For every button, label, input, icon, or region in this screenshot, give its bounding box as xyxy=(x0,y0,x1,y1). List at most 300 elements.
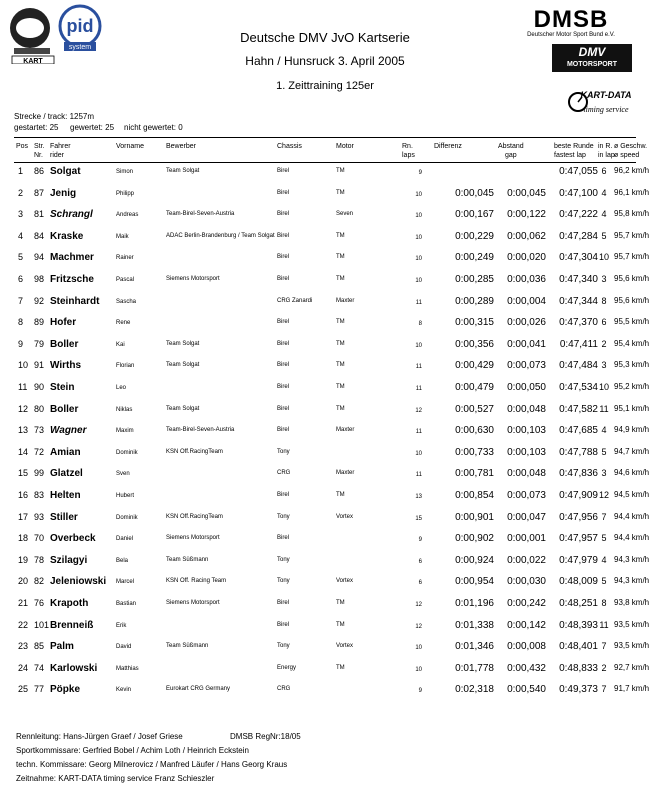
row-position: 21 xyxy=(18,598,29,608)
row-rider-name: Kraske xyxy=(50,230,84,242)
col-rider: Fahrer rider xyxy=(50,143,71,159)
row-difference: 0:01,346 xyxy=(455,641,494,653)
row-position: 3 xyxy=(18,209,24,220)
row-rider-name: Stein xyxy=(50,382,75,393)
table-row xyxy=(0,272,650,293)
row-laps: 10 xyxy=(415,645,422,652)
row-motor: Maxter xyxy=(336,470,355,477)
row-speed: 94,5 km/h xyxy=(614,490,650,499)
row-gap: 0:00,008 xyxy=(507,641,546,653)
row-in-lap: 7 xyxy=(601,684,607,695)
row-rider-name: Machmer xyxy=(50,252,94,264)
row-gap: 0:00,103 xyxy=(507,446,546,458)
svg-text:KART-DATA: KART-DATA xyxy=(580,90,632,100)
row-laps: 11 xyxy=(415,364,422,371)
row-start-number: 70 xyxy=(34,533,45,544)
row-difference: 0:00,045 xyxy=(455,187,494,199)
row-position: 20 xyxy=(18,576,29,587)
row-motor: Vortex xyxy=(336,578,354,585)
track-length: Strecke / track: 1257m xyxy=(14,112,95,121)
row-in-lap: 2 xyxy=(601,662,607,673)
row-start-number: 78 xyxy=(34,554,45,565)
table-row xyxy=(0,380,650,401)
row-first-name: David xyxy=(116,644,132,651)
row-rider-name: Helten xyxy=(50,490,81,501)
pid-text: pid xyxy=(66,16,94,36)
row-motor: TM xyxy=(336,664,345,671)
table-row xyxy=(0,466,650,487)
row-team: Siemens Motorsport xyxy=(166,600,220,606)
row-first-name: Dominik xyxy=(116,514,138,521)
row-laps: 6 xyxy=(418,558,422,565)
row-motor: TM xyxy=(336,492,345,498)
row-difference: 0:00,167 xyxy=(455,209,494,221)
row-chassis: Birel xyxy=(277,600,290,606)
row-start-number: 94 xyxy=(34,252,45,263)
row-start-number: 93 xyxy=(34,511,45,522)
row-laps: 11 xyxy=(415,386,422,392)
col-pos: Pos xyxy=(16,143,29,150)
row-gap: 0:00,036 xyxy=(507,274,546,285)
row-laps: 12 xyxy=(415,407,422,414)
row-gap: 0:00,048 xyxy=(507,403,546,415)
row-gap: 0:00,242 xyxy=(507,598,546,609)
row-position: 17 xyxy=(18,511,29,522)
row-gap: 0:00,122 xyxy=(507,209,546,221)
row-speed: 95,5 km/h xyxy=(614,317,650,327)
row-motor: TM xyxy=(336,405,345,412)
row-motor: TM xyxy=(336,168,345,174)
col-motor: Motor xyxy=(336,143,354,150)
col-chassis: Chassis xyxy=(277,143,302,150)
row-best-lap: 0:49,373 xyxy=(559,684,598,696)
row-position: 22 xyxy=(18,619,29,630)
row-team: Team Solgat xyxy=(166,168,200,174)
col-gap: Abstand gap xyxy=(498,143,524,159)
row-best-lap: 0:48,833 xyxy=(559,662,598,674)
row-first-name: Sascha xyxy=(116,298,137,305)
row-best-lap: 0:47,222 xyxy=(559,209,598,221)
row-motor: Seven xyxy=(336,211,354,218)
row-rider-name: Solgat xyxy=(50,166,81,177)
not-classified-count: nicht gewertet: 0 xyxy=(124,123,183,132)
row-gap: 0:00,026 xyxy=(507,317,546,329)
row-rider-name: Krapoth xyxy=(50,598,89,609)
row-gap: 0:00,001 xyxy=(507,533,546,545)
row-motor: TM xyxy=(336,189,345,196)
row-speed: 94,7 km/h xyxy=(614,446,650,456)
row-laps: 9 xyxy=(418,537,422,544)
row-rider-name: Brenneiß xyxy=(50,619,94,631)
row-in-lap: 11 xyxy=(599,403,609,414)
table-row xyxy=(0,358,650,379)
row-position: 2 xyxy=(18,187,24,198)
row-first-name: Bastian xyxy=(116,601,137,607)
row-in-lap: 5 xyxy=(601,230,607,241)
row-gap: 0:00,073 xyxy=(507,360,546,372)
row-start-number: 82 xyxy=(34,576,45,587)
row-best-lap: 0:47,370 xyxy=(559,317,598,329)
row-rider-name: Boller xyxy=(50,403,79,415)
row-gap: 0:00,047 xyxy=(507,511,546,523)
row-start-number: 83 xyxy=(34,490,45,500)
row-best-lap: 0:47,100 xyxy=(559,187,598,199)
col-nr: Str. Nr. xyxy=(34,143,45,159)
row-rider-name: Amian xyxy=(50,446,81,458)
row-rider-name: Schrangl xyxy=(50,209,93,221)
row-difference: 0:00,781 xyxy=(455,468,494,480)
row-in-lap: 10 xyxy=(598,252,609,263)
row-position: 14 xyxy=(18,446,29,457)
row-team: KSN Off. Racing Team xyxy=(166,578,227,585)
row-motor: TM xyxy=(336,319,345,326)
row-in-lap: 12 xyxy=(598,490,609,500)
row-motor: TM xyxy=(336,384,345,390)
row-rider-name: Wagner xyxy=(50,425,87,437)
row-best-lap: 0:47,685 xyxy=(559,425,598,437)
row-team: Team Solgat xyxy=(166,405,200,412)
row-chassis: Birel xyxy=(277,535,290,542)
row-difference: 0:00,527 xyxy=(455,403,494,415)
row-speed: 91,7 km/h xyxy=(614,684,650,694)
row-in-lap: 6 xyxy=(601,166,607,176)
row-in-lap: 4 xyxy=(601,187,607,198)
row-laps: 10 xyxy=(415,234,422,241)
row-chassis: Birel xyxy=(277,319,290,326)
row-first-name: Rainer xyxy=(116,255,134,262)
event-venue-date: Hahn / Hunsruck 3. April 2005 xyxy=(245,54,405,68)
dmsb-reg-number: DMSB RegNr:18/05 xyxy=(230,732,301,741)
row-start-number: 87 xyxy=(34,187,45,198)
row-gap: 0:00,020 xyxy=(507,252,546,264)
row-gap: 0:00,048 xyxy=(507,468,546,480)
row-gap: 0:00,073 xyxy=(507,490,546,501)
row-in-lap: 3 xyxy=(601,468,607,479)
row-first-name: Erik xyxy=(116,622,127,629)
row-gap: 0:00,540 xyxy=(507,684,546,696)
row-gap: 0:00,045 xyxy=(507,187,546,199)
row-gap: 0:00,142 xyxy=(507,619,546,631)
row-first-name: Matthias xyxy=(116,665,139,672)
row-position: 4 xyxy=(18,230,24,241)
row-chassis: Tony xyxy=(277,578,290,585)
row-in-lap: 5 xyxy=(601,446,607,457)
row-in-lap: 3 xyxy=(601,360,607,371)
row-chassis: Birel xyxy=(277,405,290,412)
row-difference: 0:00,901 xyxy=(455,511,494,523)
row-chassis: Birel xyxy=(277,492,290,498)
row-speed: 94,3 km/h xyxy=(614,554,650,564)
row-team: Team Solgat xyxy=(166,340,200,347)
row-speed: 95,1 km/h xyxy=(614,403,650,413)
row-difference: 0:02,318 xyxy=(455,684,494,696)
row-motor: TM xyxy=(336,362,345,369)
row-first-name: Leo xyxy=(116,385,127,391)
row-first-name: Rene xyxy=(116,320,131,327)
row-chassis: Energy xyxy=(277,664,297,671)
row-best-lap: 0:47,284 xyxy=(559,230,598,242)
row-first-name: Pascal xyxy=(116,277,135,283)
row-gap: 0:00,022 xyxy=(507,554,546,566)
row-in-lap: 5 xyxy=(601,533,607,544)
row-rider-name: Palm xyxy=(50,641,74,653)
row-start-number: 79 xyxy=(34,338,45,349)
row-laps: 10 xyxy=(415,450,422,457)
table-row xyxy=(0,294,650,315)
row-start-number: 99 xyxy=(34,468,45,479)
technical-stewards: techn. Kommissare: Georg Milnerovicz / Manfred Läufer / Hans Georg Kraus xyxy=(16,760,288,769)
row-chassis: Birel xyxy=(277,211,290,218)
row-difference: 0:00,902 xyxy=(455,533,494,545)
table-row xyxy=(0,661,650,682)
row-first-name: Hubert xyxy=(116,493,135,499)
row-chassis: Birel xyxy=(277,254,290,261)
row-rider-name: Overbeck xyxy=(50,533,96,545)
row-speed: 94,4 km/h xyxy=(614,533,650,543)
row-motor: TM xyxy=(336,232,345,239)
row-laps: 9 xyxy=(418,688,422,695)
row-best-lap: 0:47,055 xyxy=(559,166,598,177)
row-in-lap: 8 xyxy=(601,598,607,608)
row-in-lap: 5 xyxy=(601,576,607,587)
row-rider-name: Jenig xyxy=(50,187,77,199)
row-difference: 0:00,429 xyxy=(455,360,494,372)
header-rule-top xyxy=(14,137,636,138)
row-motor: TM xyxy=(336,600,345,606)
row-laps: 10 xyxy=(415,191,422,198)
col-first-name: Vorname xyxy=(116,143,145,150)
row-chassis: Birel xyxy=(277,276,290,282)
row-gap: 0:00,041 xyxy=(507,338,546,350)
row-position: 11 xyxy=(18,382,28,392)
row-chassis: Birel xyxy=(277,340,290,347)
row-difference: 0:00,630 xyxy=(455,425,494,437)
row-team: Eurokart CRG Germany xyxy=(166,686,231,693)
row-start-number: 77 xyxy=(34,684,45,695)
row-gap: 0:00,030 xyxy=(507,576,546,588)
row-position: 6 xyxy=(18,274,24,284)
row-laps: 11 xyxy=(415,429,422,436)
row-team: Team-Birel-Seven-Austria xyxy=(166,211,235,218)
row-gap: 0:00,004 xyxy=(507,295,546,307)
col-team: Bewerber xyxy=(166,143,196,150)
row-speed: 93,8 km/h xyxy=(614,598,650,607)
row-start-number: 80 xyxy=(34,403,45,414)
row-best-lap: 0:47,582 xyxy=(559,403,598,415)
row-first-name: Bela xyxy=(116,557,129,564)
row-laps: 10 xyxy=(415,213,422,220)
row-position: 12 xyxy=(18,403,29,414)
row-position: 5 xyxy=(18,252,24,263)
row-laps: 11 xyxy=(415,299,422,306)
col-laps: Rn. laps xyxy=(402,143,415,159)
row-best-lap: 0:48,251 xyxy=(559,598,598,609)
row-chassis: Tony xyxy=(277,513,290,520)
row-start-number: 81 xyxy=(34,209,45,220)
row-chassis: CRG xyxy=(277,686,291,693)
row-laps: 11 xyxy=(415,472,422,479)
row-best-lap: 0:48,393 xyxy=(559,619,598,631)
row-position: 23 xyxy=(18,641,29,652)
row-speed: 95,2 km/h xyxy=(614,382,650,391)
svg-text:timing service: timing service xyxy=(583,105,629,114)
row-difference: 0:00,289 xyxy=(455,295,494,307)
row-gap: 0:00,050 xyxy=(507,382,546,393)
row-speed: 93,5 km/h xyxy=(614,619,650,629)
row-best-lap: 0:47,956 xyxy=(559,511,598,523)
row-chassis: Tony xyxy=(277,643,290,650)
row-team: Siemens Motorsport xyxy=(166,535,220,542)
row-chassis: Birel xyxy=(277,189,290,196)
row-team: KSN Off.RacingTeam xyxy=(166,448,223,455)
row-difference: 0:00,954 xyxy=(455,576,494,588)
row-start-number: 73 xyxy=(34,425,45,436)
event-title: Deutsche DMV JvO Kartserie xyxy=(240,30,410,45)
row-chassis: Tony xyxy=(277,448,290,455)
col-diff: Differenz xyxy=(434,143,462,150)
row-team: Team Solgat xyxy=(166,362,200,369)
row-chassis: Birel xyxy=(277,621,290,628)
table-row xyxy=(0,186,650,207)
svg-text:KART: KART xyxy=(23,58,43,64)
table-row xyxy=(0,402,650,423)
row-rider-name: Boller xyxy=(50,338,79,350)
table-row xyxy=(0,639,650,660)
table-row xyxy=(0,510,650,531)
row-laps: 13 xyxy=(415,494,422,500)
row-start-number: 90 xyxy=(34,382,45,392)
row-best-lap: 0:47,344 xyxy=(559,295,598,307)
row-position: 24 xyxy=(18,662,29,673)
row-first-name: Daniel xyxy=(116,536,134,543)
row-first-name: Dominik xyxy=(116,449,138,456)
row-speed: 95,3 km/h xyxy=(614,360,650,370)
table-row xyxy=(0,531,650,552)
row-in-lap: 11 xyxy=(599,619,609,630)
row-best-lap: 0:47,788 xyxy=(559,446,598,458)
row-motor: TM xyxy=(336,621,345,628)
row-position: 1 xyxy=(18,166,24,176)
row-chassis: CRG xyxy=(277,470,291,477)
row-difference: 0:01,196 xyxy=(455,598,494,609)
table-row xyxy=(0,250,650,271)
row-difference: 0:00,285 xyxy=(455,274,494,285)
row-start-number: 92 xyxy=(34,295,45,306)
row-laps: 12 xyxy=(415,602,422,608)
row-chassis: Tony xyxy=(277,556,290,563)
row-difference: 0:00,315 xyxy=(455,317,494,329)
row-laps: 12 xyxy=(415,623,422,630)
row-best-lap: 0:48,401 xyxy=(559,641,598,653)
row-difference: 0:00,356 xyxy=(455,338,494,350)
row-first-name: Florian xyxy=(116,363,135,370)
row-difference: 0:00,249 xyxy=(455,252,494,264)
row-speed: 94,3 km/h xyxy=(614,576,650,586)
row-speed: 92,7 km/h xyxy=(614,662,650,672)
row-motor: TM xyxy=(336,276,345,282)
row-difference: 0:00,479 xyxy=(455,382,494,393)
row-best-lap: 0:47,957 xyxy=(559,533,598,545)
dmsb-logo: DMSB Deutscher Motor Sport Bund e.V. xyxy=(527,6,615,38)
row-start-number: 84 xyxy=(34,230,45,241)
row-best-lap: 0:47,909 xyxy=(559,490,598,501)
table-row xyxy=(0,229,650,250)
row-first-name: Simon xyxy=(116,169,134,175)
row-speed: 94,6 km/h xyxy=(614,468,650,478)
row-laps: 15 xyxy=(415,515,422,522)
row-best-lap: 0:48,009 xyxy=(559,576,598,588)
row-first-name: Maxim xyxy=(116,428,134,435)
row-in-lap: 6 xyxy=(601,317,607,328)
row-rider-name: Fritzsche xyxy=(50,274,94,285)
table-row xyxy=(0,596,650,617)
row-motor: TM xyxy=(336,340,345,347)
row-motor: Maxter xyxy=(336,427,355,434)
row-rider-name: Glatzel xyxy=(50,468,83,480)
row-first-name: Maik xyxy=(116,233,129,240)
row-rider-name: Jeleniowski xyxy=(50,576,107,588)
row-in-lap: 7 xyxy=(601,511,607,522)
row-position: 19 xyxy=(18,554,29,565)
row-rider-name: Karlowski xyxy=(50,662,98,674)
col-in-lap: in R. in lap xyxy=(598,143,615,159)
table-row xyxy=(0,164,650,185)
row-in-lap: 8 xyxy=(601,295,607,306)
row-chassis: CRG Zanardi xyxy=(277,297,313,304)
row-motor: Vortex xyxy=(336,513,354,520)
row-team: Team Süßmann xyxy=(166,643,209,650)
row-chassis: Birel xyxy=(277,232,290,239)
row-motor: Maxter xyxy=(336,297,355,304)
row-speed: 95,8 km/h xyxy=(614,209,650,219)
classified-count: gewertet: 25 xyxy=(70,123,115,132)
started-count: gestartet: 25 xyxy=(14,123,59,132)
row-best-lap: 0:47,979 xyxy=(559,554,598,566)
table-row xyxy=(0,574,650,595)
stewards: Sportkommissare: Gerfried Bobel / Achim Loth / Heinrich Eckstein xyxy=(16,746,249,755)
row-gap: 0:00,103 xyxy=(507,425,546,437)
row-laps: 10 xyxy=(415,666,422,673)
row-chassis: Birel xyxy=(277,362,290,369)
row-speed: 95,6 km/h xyxy=(614,274,650,283)
row-rider-name: Wirths xyxy=(50,360,82,372)
row-best-lap: 0:47,304 xyxy=(559,252,598,264)
header-rule-bottom xyxy=(14,162,636,163)
row-position: 25 xyxy=(18,684,29,695)
row-position: 10 xyxy=(18,360,29,371)
row-position: 7 xyxy=(18,295,24,306)
table-row xyxy=(0,445,650,466)
row-motor: TM xyxy=(336,254,345,261)
row-first-name: Philipp xyxy=(116,190,135,197)
row-speed: 95,7 km/h xyxy=(614,230,650,240)
row-laps: 10 xyxy=(415,342,422,349)
row-difference: 0:00,854 xyxy=(455,490,494,501)
row-best-lap: 0:47,534 xyxy=(559,382,598,393)
row-first-name: Andreas xyxy=(116,212,139,219)
row-gap: 0:00,062 xyxy=(507,230,546,242)
row-team: ADAC Berlin-Brandenburg / Team Solgat xyxy=(166,232,275,239)
row-speed: 94,9 km/h xyxy=(614,425,650,435)
row-team: KSN Off.RacingTeam xyxy=(166,513,223,520)
row-chassis: Birel xyxy=(277,427,290,434)
row-start-number: 101 xyxy=(34,619,50,630)
row-first-name: Niklas xyxy=(116,406,133,413)
row-speed: 94,4 km/h xyxy=(614,511,650,521)
row-difference: 0:00,229 xyxy=(455,230,494,242)
row-laps: 6 xyxy=(418,580,422,587)
col-speed: ø Geschw. ø speed xyxy=(614,143,648,159)
